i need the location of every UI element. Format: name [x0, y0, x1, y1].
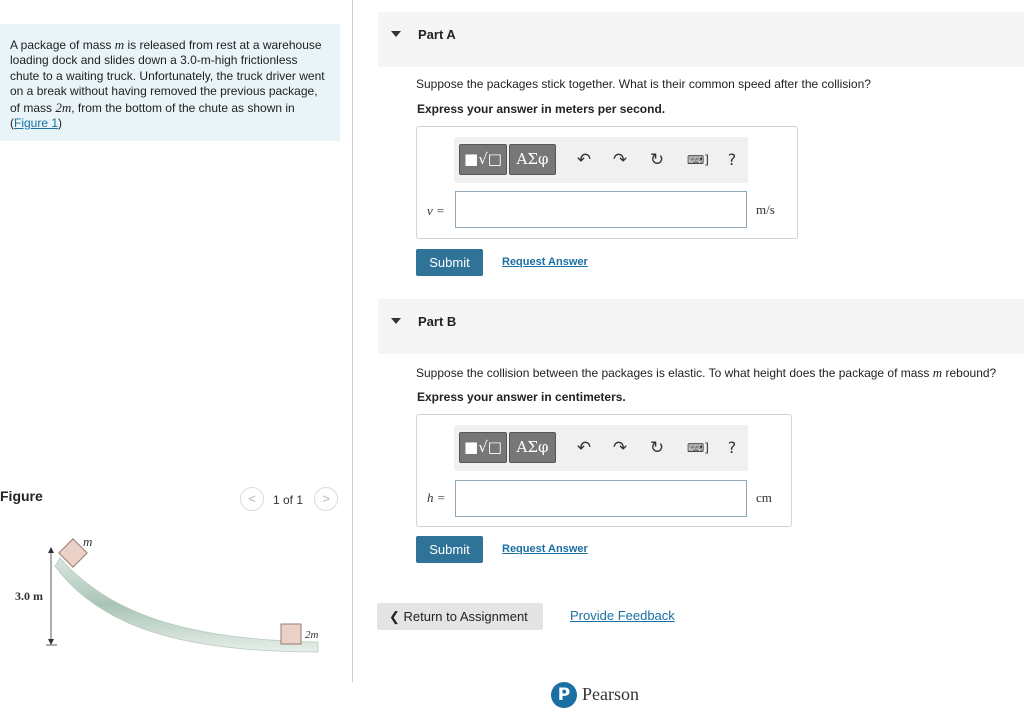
help-icon[interactable]: ? — [727, 150, 737, 169]
help-icon[interactable]: ? — [727, 438, 737, 457]
templates-button[interactable]: ■√□ — [459, 144, 507, 175]
part-b-math-toolbar — [454, 425, 748, 471]
label-m: m — [83, 534, 93, 549]
figure-heading: Figure — [0, 488, 43, 504]
part-b-collapse-icon[interactable] — [391, 318, 401, 324]
part-a-submit-button[interactable]: Submit — [416, 249, 483, 276]
undo-icon[interactable]: ↶ — [576, 438, 592, 458]
part-b-question: Suppose the collision between the packages is elastic. To what height does the package of mass m rebound? — [416, 365, 997, 380]
part-a-collapse-icon[interactable] — [391, 31, 401, 37]
part-b-answer-box — [416, 414, 792, 527]
part-b-instruction: Express your answer in centimeters. — [417, 390, 626, 404]
panel-divider — [352, 0, 353, 682]
chute-ramp — [55, 558, 318, 652]
problem-statement — [0, 24, 340, 141]
problem-text-3: , from the bottom of the chute as shown in ( — [10, 100, 295, 131]
part-a-variable-label: v = — [427, 203, 445, 218]
problem-var-m: m — [114, 37, 125, 52]
label-2m: 2m — [305, 629, 319, 641]
reset-icon[interactable]: ↻ — [649, 438, 665, 458]
pearson-wordmark: Pearson — [582, 684, 639, 704]
package-2m — [281, 624, 301, 644]
part-a-title: Part A — [418, 27, 456, 42]
keyboard-shortcuts-icon[interactable]: ⌨] — [686, 441, 709, 455]
chute-figure — [0, 520, 340, 660]
part-b-header[interactable] — [378, 299, 1024, 354]
templates-button[interactable]: ■√□ — [459, 432, 507, 463]
greek-symbols-button[interactable]: ΑΣφ — [509, 144, 556, 175]
problem-var-2m: 2m — [55, 99, 72, 115]
part-a-instruction: Express your answer in meters per second. — [417, 102, 666, 116]
return-to-assignment-button[interactable]: ❮ Return to Assignment — [377, 603, 543, 630]
figure-next-button[interactable]: > — [314, 487, 338, 511]
redo-icon[interactable]: ↷ — [612, 150, 628, 170]
part-b-unit-label: cm — [756, 490, 772, 505]
undo-icon[interactable]: ↶ — [576, 150, 592, 170]
part-a-answer-box — [416, 126, 798, 239]
greek-symbols-button[interactable]: ΑΣφ — [509, 432, 556, 463]
part-b-variable-label: h = — [427, 490, 446, 505]
part-a-question: Suppose the packages stick together. What is their common speed after the collision? — [416, 77, 871, 91]
provide-feedback-link[interactable]: Provide Feedback — [570, 608, 675, 623]
part-b-submit-button[interactable]: Submit — [416, 536, 483, 563]
part-a-unit-label: m/s — [756, 202, 775, 217]
part-b-request-answer-link[interactable]: Request Answer — [502, 543, 588, 555]
part-a-request-answer-link[interactable]: Request Answer — [502, 256, 588, 268]
redo-icon[interactable]: ↷ — [612, 438, 628, 458]
problem-text-2: is released from rest at a warehouse loading dock and slides down a 3.0-m-high frictionless chute to a waiting truck. Unfortunately, the truck driver went on a break without having removed the previous package, of mass — [10, 38, 325, 115]
height-label: 3.0 m — [15, 589, 43, 603]
figure-link[interactable]: Figure 1 — [14, 116, 59, 131]
problem-text-1: A package of mass — [10, 38, 115, 52]
part-b-answer-input[interactable] — [455, 480, 747, 517]
problem-text-4: ) — [58, 116, 63, 131]
part-a-header[interactable] — [378, 12, 1024, 67]
keyboard-shortcuts-icon[interactable]: ⌨] — [686, 153, 709, 167]
reset-icon[interactable]: ↻ — [649, 150, 665, 170]
part-b-title: Part B — [418, 314, 457, 329]
figure-pager-text: 1 of 1 — [273, 493, 304, 507]
left-panel — [0, 0, 352, 713]
part-a-math-toolbar — [454, 137, 748, 183]
part-a-answer-input[interactable] — [455, 191, 747, 228]
pearson-logo-icon: P — [551, 682, 577, 708]
figure-prev-button[interactable]: < — [240, 487, 264, 511]
